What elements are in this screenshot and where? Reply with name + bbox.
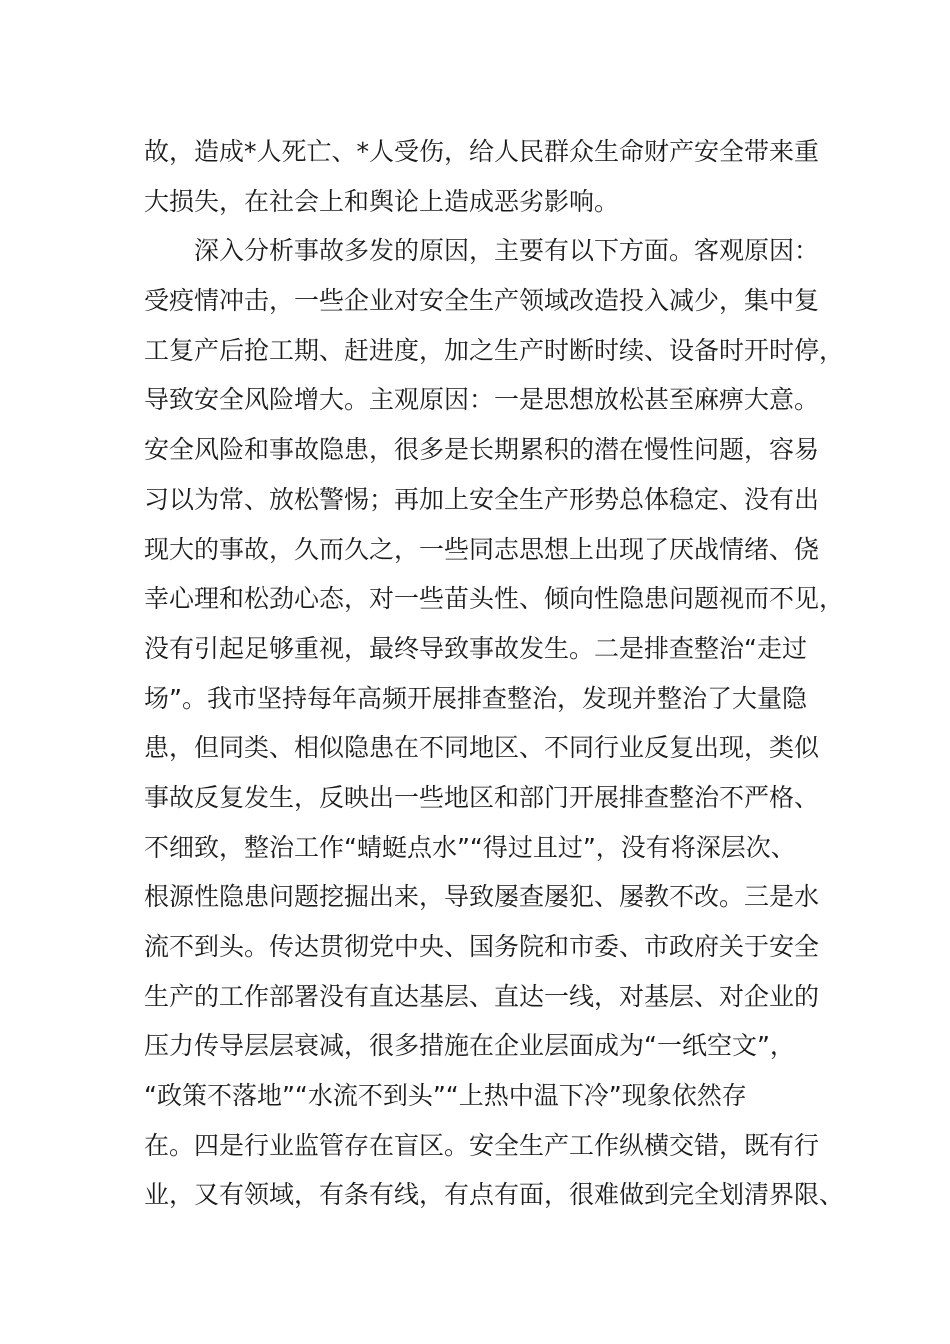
text-line: 故，造成*人死亡、*人受伤，给人民群众生命财产安全带来重 xyxy=(144,137,820,166)
text-line: 流不到头。传达贯彻党中央、国务院和市委、市政府关于安全 xyxy=(144,932,820,961)
text-line: 工复产后抢工期、赶进度，加之生产时断时续、设备时开时停， xyxy=(144,335,845,365)
text-line: 习以为常、放松警惕；再加上安全生产形势总体稳定、没有出 xyxy=(144,484,820,514)
text-line: 生产的工作部署没有直达基层、直达一线，对基层、对企业的 xyxy=(144,981,820,1011)
body-text xyxy=(144,127,845,1220)
paragraph-start-line: 深入分析事故多发的原因，主要有以下方面。客观原因： xyxy=(194,236,820,266)
text-line: 事故反复发生，反映出一些地区和部门开展排查整治不严格、 xyxy=(144,782,820,812)
text-line: 受疫情冲击，一些企业对安全生产领域改造投入减少，集中复 xyxy=(144,286,820,316)
text-line: 没有引起足够重视，最终导致事故发生。二是排查整治“走过 xyxy=(144,633,807,663)
text-line: 在。四是行业监管存在盲区。安全生产工作纵横交错，既有行 xyxy=(144,1130,820,1160)
text-line: 安全风险和事故隐患，很多是长期累积的潜在慢性问题，容易 xyxy=(144,435,820,465)
text-line: “政策不落地”“水流不到头”“上热中温下冷”现象依然存 xyxy=(144,1081,747,1111)
text-line: 压力传导层层衰减，很多措施在企业层面成为“一纸空文”， xyxy=(144,1031,795,1061)
text-line: 业，又有领域，有条有线，有点有面，很难做到完全划清界限、 xyxy=(144,1180,845,1210)
text-line: 幸心理和松劲心态，对一些苗头性、倾向性隐患问题视而不见， xyxy=(144,584,845,614)
text-line: 大损失，在社会上和舆论上造成恶劣影响。 xyxy=(144,186,620,216)
text-line: 患，但同类、相似隐患在不同地区、不同行业反复出现，类似 xyxy=(144,733,820,763)
text-line: 场”。我市坚持每年高频开展排查整治，发现并整治了大量隐 xyxy=(144,683,807,713)
text-line: 根源性隐患问题挖掘出来，导致屡查屡犯、屡教不改。三是水 xyxy=(144,882,820,912)
text-line: 不细致，整治工作“蜻蜓点水”“得过且过”，没有将深层次、 xyxy=(144,832,796,862)
text-line: 导致安全风险增大。主观原因：一是思想放松甚至麻痹大意。 xyxy=(144,385,820,415)
text-line: 现大的事故，久而久之，一些同志思想上出现了厌战情绪、侥 xyxy=(144,534,820,564)
